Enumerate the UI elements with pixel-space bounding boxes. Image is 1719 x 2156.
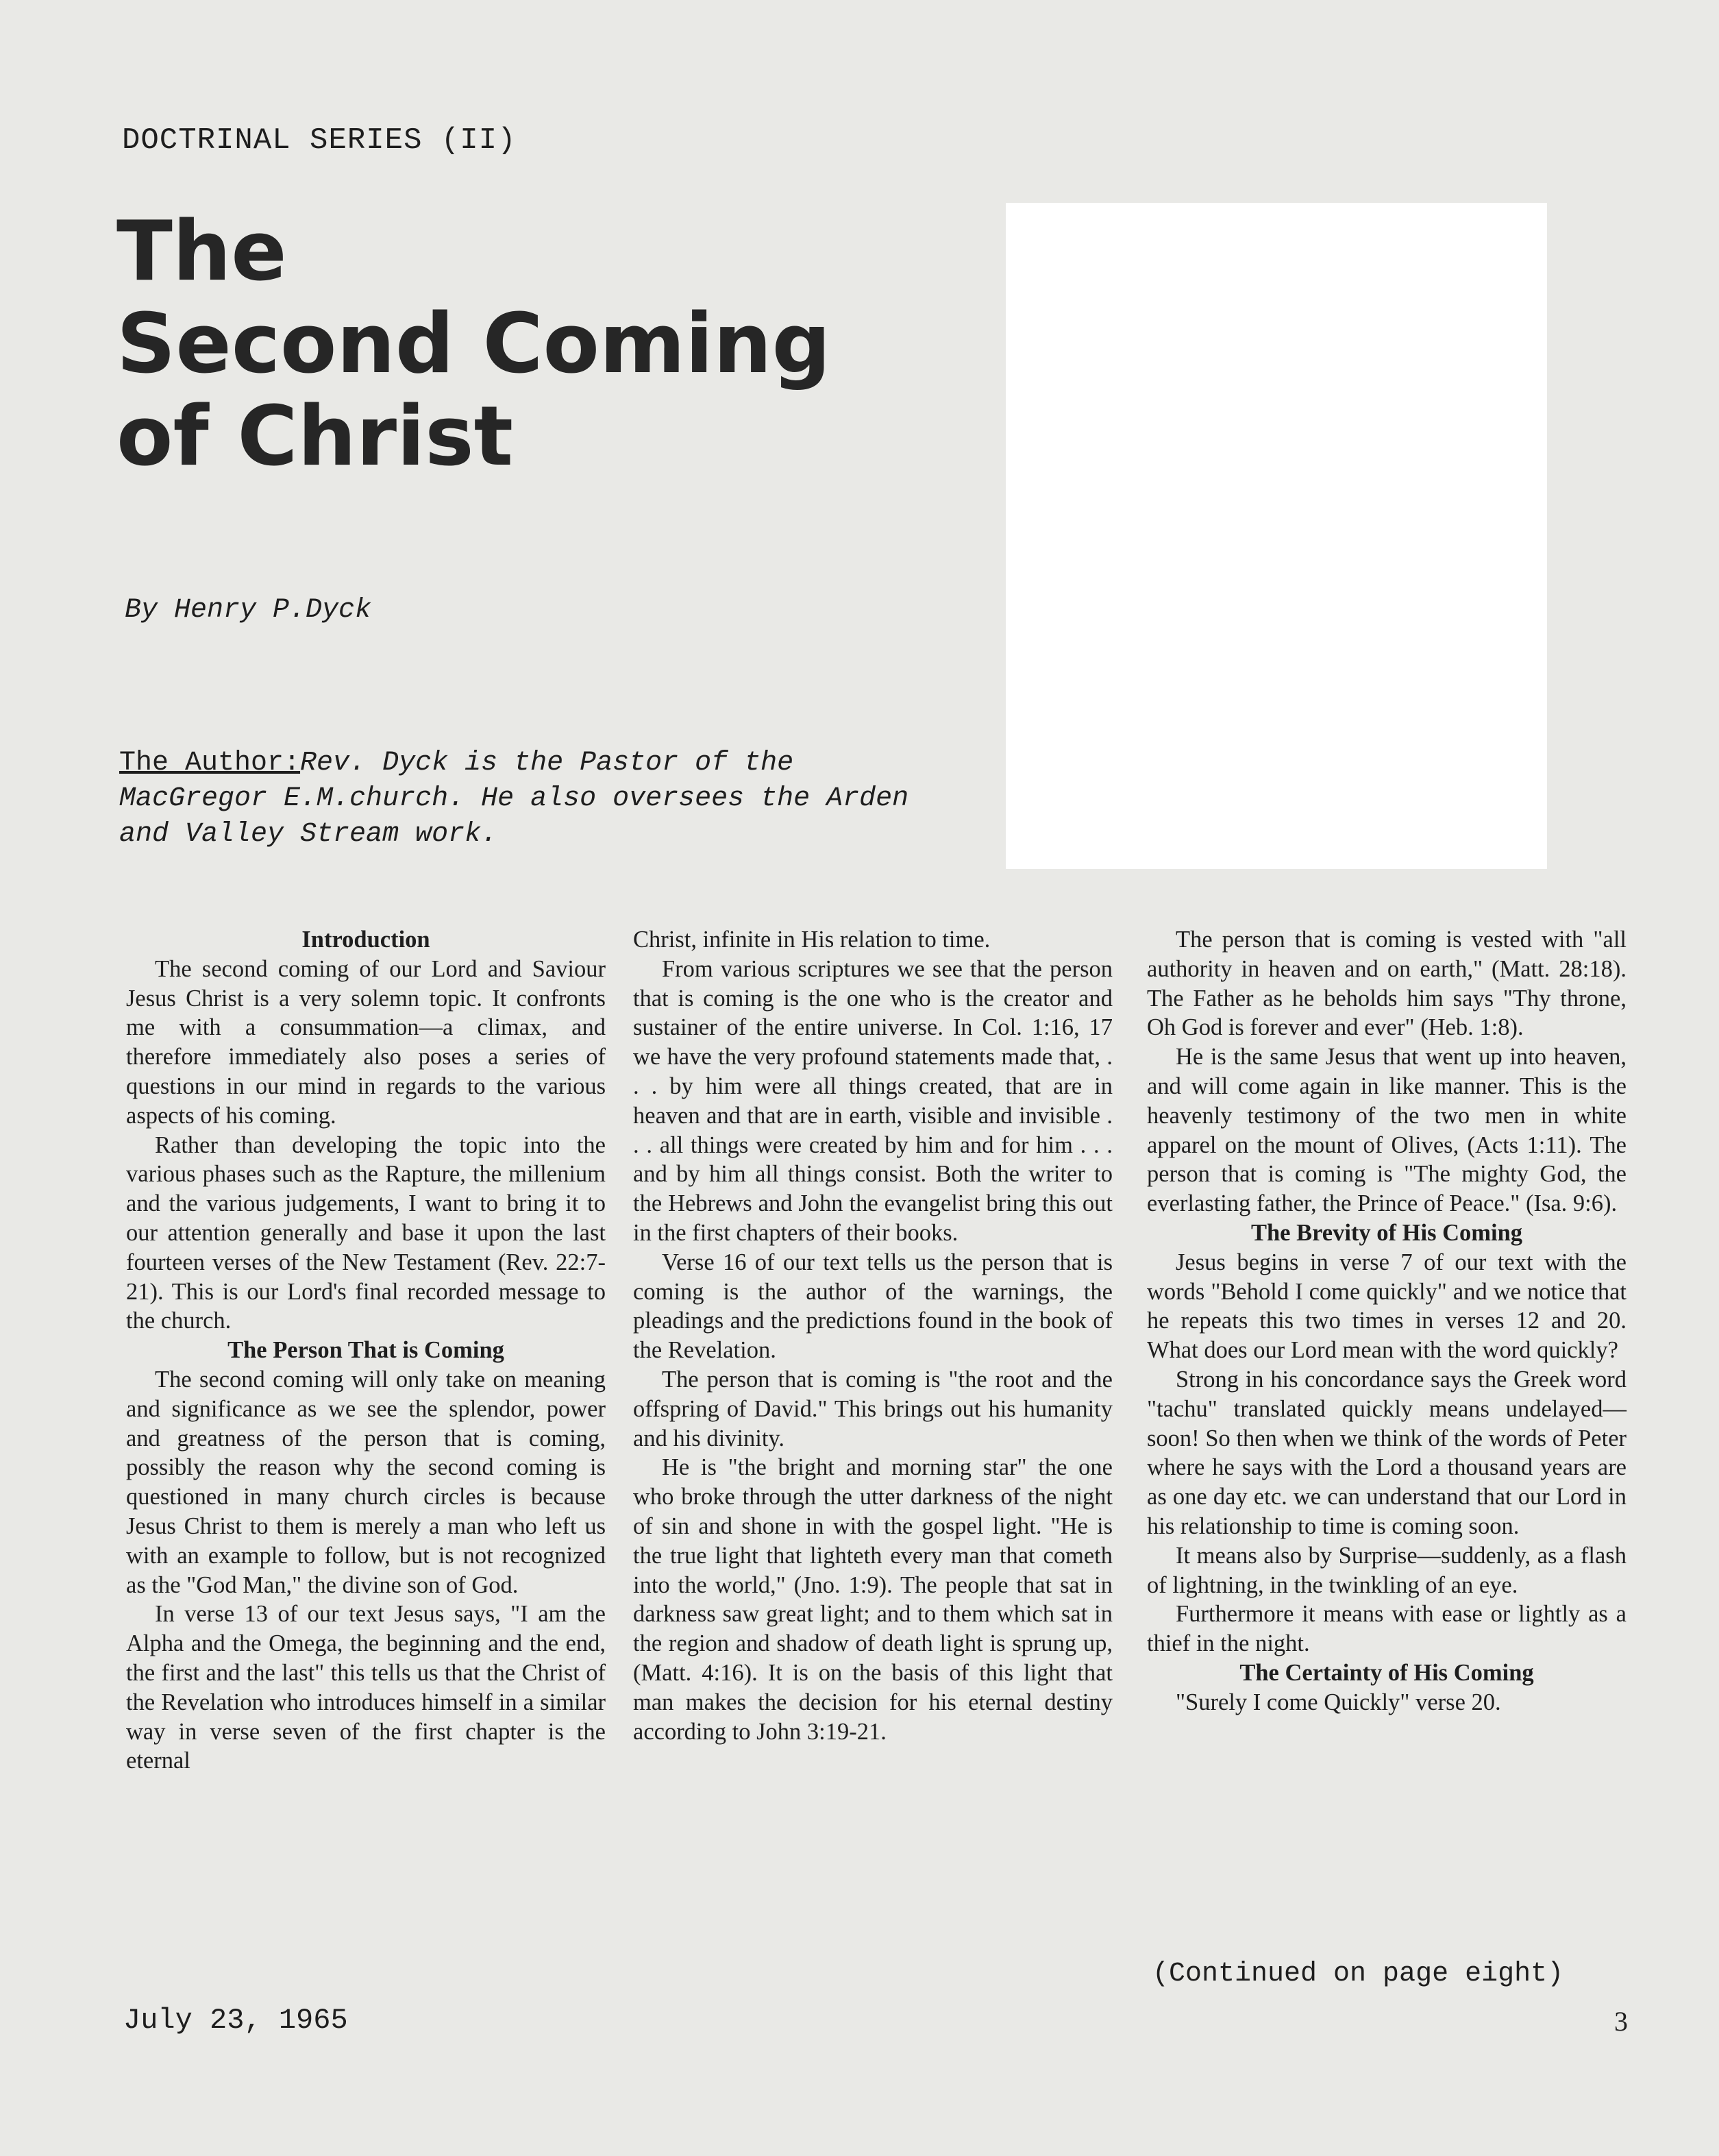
paragraph: In verse 13 of our text Jesus says, "I am the Alpha and the Omega, the beginning and the end, the first and the last" this tells us that the Christ of the Revelation who introduces himself in a similar way in verse seven of the first chapter is the eternal (126, 1601, 606, 1774)
author-note (119, 746, 941, 853)
title-line-3: of Christ (116, 389, 514, 485)
paragraph: He is the same Jesus that went up into heaven, and will come again in like manner. This is the heavenly testimony of the two men in white apparel on the mount of Olives, (Acts 1:11). The person that is coming is "The mighty God, the everlasting father, the Prince of Peace." (Isa. 9:6). (1147, 1044, 1627, 1217)
paragraph: Jesus begins in verse 7 of our text with the words "Behold I come quickly" and we notice that he repeats this two times in verses 12 and 20. What does our Lord mean with the word quickly? (1147, 1249, 1627, 1364)
column-2 (633, 925, 1113, 1746)
series-label: DOCTRINAL SERIES (II) (122, 123, 517, 158)
paragraph: Furthermore it means with ease or lightly as a thief in the night. (1147, 1601, 1627, 1657)
byline: By Henry P.Dyck (125, 595, 372, 626)
paragraph: The person that is coming is "the root and the offspring of David." This brings out his humanity and his divinity. (633, 1366, 1113, 1451)
paragraph: "Surely I come Quickly" verse 20. (1176, 1689, 1501, 1715)
heading-certainty: The Certainty of His Coming (1239, 1659, 1534, 1686)
article-title (116, 206, 831, 483)
continued-note: (Continued on page eight) (1152, 1959, 1564, 1989)
title-line-2: Second Coming (116, 297, 831, 392)
paragraph: It means also by Surprise—suddenly, as a flash of lightning, in the twinkling of an eye. (1147, 1542, 1627, 1598)
paragraph: Rather than developing the topic into the various phases such as the Rapture, the millenium and the various judgements, I want to bring it to our attention generally and base it upon the last fourteen verses of the New Testament (Rev. 22:7-21). This is our Lord's final recorded message to the church. (126, 1131, 606, 1334)
author-note-text: Rev. Dyck is the Pastor of the MacGregor E.M.church. He also oversees the Arden and Valley Stream work. (119, 748, 909, 850)
paragraph: He is "the bright and morning star" the one who broke through the utter darkness of the night of sin and shone in with the gospel light. "He is the true light that lighteth every man that cometh into the world," (Jno. 1:9). The people that sat in darkness saw great light; and to them which sat in the region and shadow of death light is sprung up, (Matt. 4:16). It is on the basis of this light that man makes the decision for his eternal destiny according to John 3:19-21. (633, 1454, 1113, 1745)
paragraph: Christ, infinite in His relation to time. (633, 927, 991, 953)
paragraph: Verse 16 of our text tells us the person that is coming is the author of the warnings, the pleadings and the predictions found in the book of the Revelation. (633, 1249, 1113, 1364)
issue-date: July 23, 1965 (123, 2004, 348, 2037)
heading-person: The Person That is Coming (227, 1337, 504, 1364)
title-line-1: The (116, 204, 287, 299)
paragraph: From various scriptures we see that the person that is coming is the one who is the creator and sustainer of the entire universe. In Col. 1:16, 17 we have the very profound statements made that, . . . by him were all things created, that are in heaven and that are in earth, visible and invisible . . . all things were created by him and for him . . . and by him all things consist. Both the writer to the Hebrews and John the evangelist bring this out in the first chapters of their books. (633, 955, 1113, 1246)
paragraph: The second coming will only take on meaning and significance as we see the splendor, power and greatness of the person that is coming, possibly the reason why the second coming is questioned in many church circles is because Jesus Christ to them is merely a man who left us with an example to follow, but is not recognized as the "God Man," the divine son of God. (126, 1366, 606, 1598)
author-note-label: The Author: (119, 748, 301, 779)
paragraph: The person that is coming is vested with "all authority in heaven and on earth," (Matt. 28:18). The Father as he beholds him says "Thy throne, Oh God is forever and ever" (Heb. 1:8). (1147, 927, 1627, 1041)
column-3 (1147, 925, 1627, 1717)
column-1 (126, 925, 606, 1776)
paragraph: Strong in his concordance says the Greek word "tachu" translated quickly means undelayed—soon! So then when we think of the words of Peter where he says with the Lord a thousand years are as one day etc. we can understand that our Lord in his relationship to time is coming soon. (1147, 1366, 1627, 1539)
paragraph: The second coming of our Lord and Saviour Jesus Christ is a very solemn topic. It confronts me with a consummation—a climax, and therefore immediately also poses a series of questions in our mind in regards to the various aspects of his coming. (126, 955, 606, 1129)
page-number: 3 (1614, 2006, 1628, 2037)
heading-introduction: Introduction (301, 927, 430, 953)
photo-placeholder (1006, 203, 1547, 869)
heading-brevity: The Brevity of His Coming (1250, 1219, 1523, 1246)
